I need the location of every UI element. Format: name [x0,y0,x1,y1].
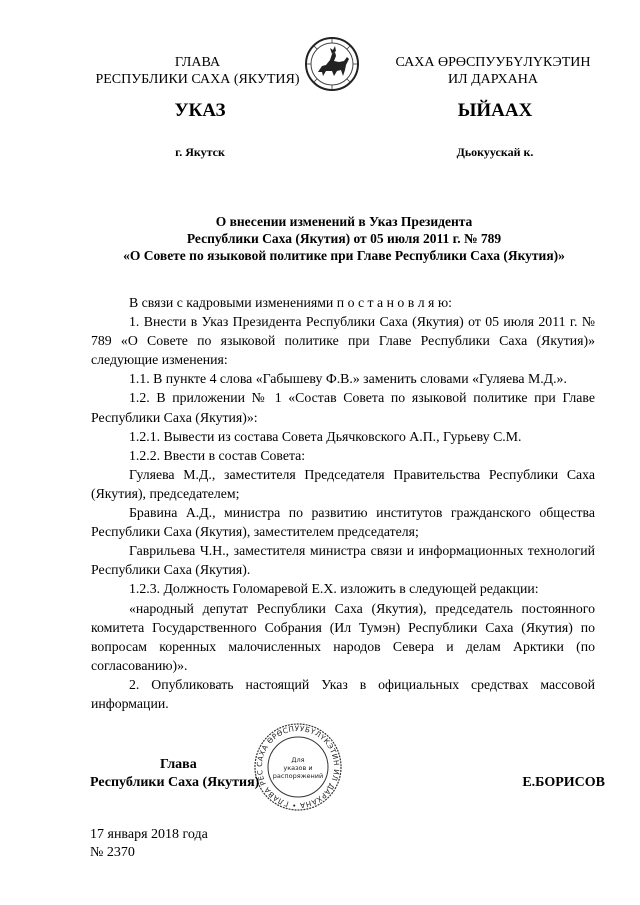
city-ru: г. Якутск [175,145,225,159]
paragraph-1-2: 1.2. В приложении № 1 «Состав Совета по языковой политике при Главе Республики Саха (Якутия)»: [91,390,595,425]
header-left [80,54,315,88]
decree-title-sakha: ЫЙААХ [457,100,533,121]
subject-line2: Республики Саха (Якутия) от 05 июля 2011 г. № 789 [186,231,502,246]
decree-title-ru: УКАЗ [174,100,226,121]
paragraph-1-2-1: 1.2.1. Вывести из состава Совета Дьячковского А.П., Гурьеву С.М. [129,428,522,444]
signatory-name: Е.БОРИСОВ [522,775,605,790]
stamp-outer-text: САХА ӨРӨСПУУБҮЛҮКЭТИН ИЛ ДАРХАНА • ГЛАВА РЕС [254,723,342,811]
decree-footer [90,826,290,862]
signature-title-line2: Республики Саха (Якутия) [90,775,260,790]
subject-line3: «О Совете по языковой политике при Главе Республики Саха (Якутия)» [123,248,565,263]
member-gulyaev: Гуляева М.Д., заместителя Председателя Правительства Республики Саха (Якутия), председателем; [91,466,595,501]
subject-line1: О внесении изменений в Указ Президента [215,214,473,229]
signature-title-line1: Глава [160,757,197,772]
header-right-line2: ИЛ ДАРХАНА [447,72,538,87]
paragraph-1-2-2: 1.2.2. Ввести в состав Совета: [129,447,306,463]
paragraph-1-1: 1.1. В пункте 4 слова «Габышеву Ф.В.» заменить словами «Гуляева М.Д.». [129,371,567,387]
member-gavrilyev: Гаврильева Ч.Н., заместителя министра связи и информационных технологий Республики Саха (Якутия). [91,543,595,578]
paragraph-preamble: В связи с кадровыми изменениями п о с т а н о в л я ю: [129,295,452,310]
header-right [378,54,608,88]
stamp-inner-line1: Для [291,756,305,764]
paragraph-2: 2. Опубликовать настоящий Указ в официальных средствах массовой информации. [91,676,595,711]
position-golomareva: «народный депутат Республики Саха (Якутия), председатель постоянного комитета Государственного Собрания (Ил Тумэн) Республики Саха (Якутия) по вопросам коренных малочисленных народов Севера и делам Арктики (по согласованию)». [91,600,595,673]
header-left-line2: РЕСПУБЛИКИ САХА (ЯКУТИЯ) [95,72,300,87]
paragraph-1-2-3: 1.2.3. Должность Голомаревой Е.Х. изложить в следующей редакции: [129,581,539,597]
stamp-inner-line2: указов и [283,764,313,772]
coat-of-arms-emblem [304,34,360,94]
signature-title [90,756,290,792]
header-right-line1: САХА ӨРӨСПУУБҮЛҮКЭТИН [395,55,591,70]
decree-date: 17 января 2018 года [90,827,208,842]
header-left-line1: ГЛАВА [174,55,221,70]
decree-subject [60,213,628,264]
stamp-inner-line3: распоряжений [272,772,324,780]
decree-body [91,293,595,713]
member-bravin: Бравина А.Д., министра по развитию институтов гражданского общества Республики Саха (Якутия), заместителем председателя; [91,505,595,540]
decree-number: № 2370 [90,845,135,860]
paragraph-1: 1. Внести в Указ Президента Республики Саха (Якутия) от 05 июля 2011 г. № 789 «О Совете по языковой политике при Главе Республики Саха (Якутия)» следующие изменения: [91,314,595,368]
city-sakha: Дьокуускай к. [456,145,534,159]
